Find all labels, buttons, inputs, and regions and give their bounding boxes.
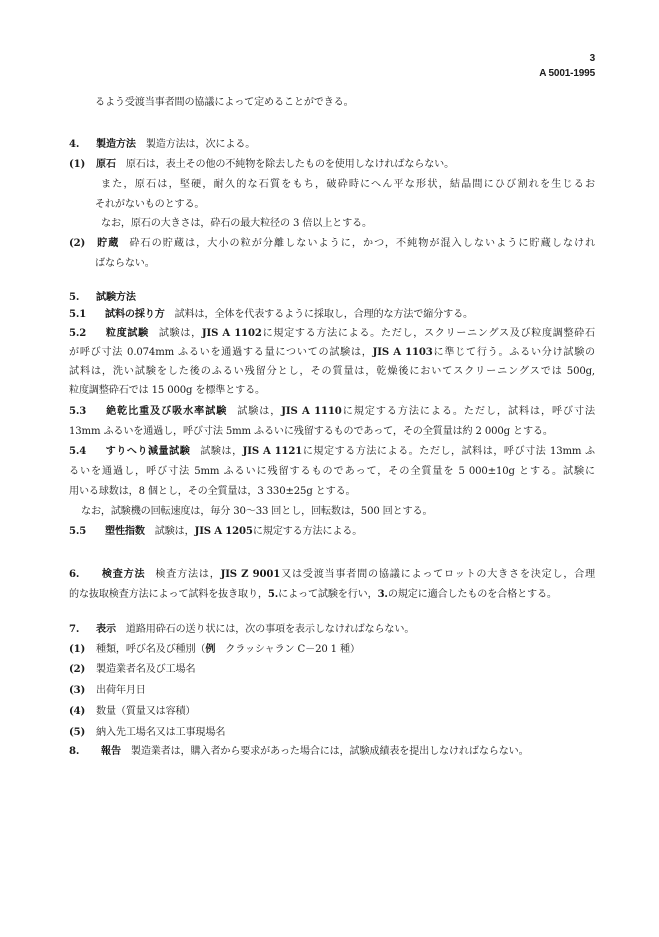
standard-number: A 5001-1995 — [539, 68, 595, 79]
section-5-3-line2: 13mm ふるいを通過し，呼び寸法 5mm ふるいに残留するものであって，その全質量は約 2 000g とする。 — [69, 426, 553, 437]
section-4-heading: 4. 製造方法 製造方法は，次による。 — [69, 139, 256, 150]
section-7-item-4: (4) 数量（質量又は容積） — [69, 706, 196, 717]
section-5-heading: 5. 試験方法 — [69, 292, 136, 303]
section-5-3: 5.3 絶乾比重及び吸水率試験 試験は，JIS A 1110に規定する方法による。ただし，試料は，呼び寸法 — [69, 406, 595, 417]
section-5-4: 5.4 すりへり減量試験 試験は，JIS A 1121に規定する方法による。ただし，試料は，呼び寸法 13mm ふ — [69, 446, 595, 457]
section-4-item-2: (2) 貯蔵 砕石の貯蔵は，大小の粒が分離しないように，かつ，不純物が混入しないように貯蔵しなけれ — [69, 238, 595, 249]
section-4-item-1-para2: また，原石は，堅硬，耐久的な石質をもち，破砕時にへん平な形状，結晶間にひび割れを生じるお — [101, 179, 595, 190]
section-5-1: 5.1 試料の採り方 試料は，全体を代表するように採取し，合理的な方法で縮分する。 — [69, 309, 473, 320]
section-6-heading: 6. 検査方法 検査方法は，JIS Z 9001又は受渡当事者間の協議によってロットの大きさを決定し，合理 — [69, 569, 595, 580]
section-5-4-line2: るいを通過し，呼び寸法 5mm ふるいに残留するものであって，その全質量を 5 000±10g とする。試験に — [69, 466, 595, 477]
section-7-item-1: (1) 種類，呼び名及び種別（例 クラッシャラン C－20 1 種） — [69, 644, 360, 655]
section-5-2-line3: 試料は，洗い試験をした後のふるい残留分とし，その質量は，乾燥後においてスクリーニングスでは 500g, — [69, 366, 595, 377]
section-5-2: 5.2 粒度試験 試験は，JIS A 1102に規定する方法による。ただし，スクリーニングス及び粒度調整砕石 — [69, 328, 595, 339]
section-5-2-line4: 粒度調整砕石では 15 000g を標準とする。 — [69, 385, 266, 396]
continuation-line: るよう受渡当事者間の協議によって定めることができる。 — [95, 97, 354, 108]
section-5-5: 5.5 塑性指数 試験は，JIS A 1205に規定する方法による。 — [69, 526, 363, 537]
section-5-4-line3: 用いる球数は，8 個とし，その全質量は，3 330±25g とする。 — [69, 486, 356, 497]
section-5-2-line2: が呼び寸法 0.074mm ふるいを通過する量についての試験は，JIS A 1103に準じて行う。ふるい分け試験の — [69, 347, 595, 358]
section-7-heading: 7. 表示 道路用砕石の送り状には，次の事項を表示しなければならない。 — [69, 624, 415, 635]
section-7-item-5: (5) 納入先工場名又は工事現場名 — [69, 727, 226, 738]
section-8-heading: 8. 報告 製造業者は，購入者から要求があった場合には，試験成績表を提出しなければならない。 — [69, 746, 529, 757]
section-5-4-note: なお，試験機の回転速度は，毎分 30～33 回とし，回転数は，500 回とする。 — [81, 506, 433, 517]
page-number: 3 — [589, 53, 595, 64]
section-7-item-2: (2) 製造業者名及び工場名 — [69, 664, 196, 675]
section-7-item-3: (3) 出荷年月日 — [69, 685, 146, 696]
section-4-item-1-para2-cont: それがないものとする。 — [95, 199, 205, 210]
section-6-line2: 的な抜取検査方法によって試料を抜き取り，5.によって試験を行い，3.の規定に適合したものを合格とする。 — [69, 589, 557, 600]
section-4-item-1: (1) 原石 原石は，表土その他の不純物を除去したものを使用しなければならない。 — [69, 159, 455, 170]
section-4-item-2-cont: ばならない。 — [95, 258, 155, 269]
section-4-item-1-para3: なお，原石の大きさは，砕石の最大粒径の 3 倍以上とする。 — [101, 218, 372, 229]
